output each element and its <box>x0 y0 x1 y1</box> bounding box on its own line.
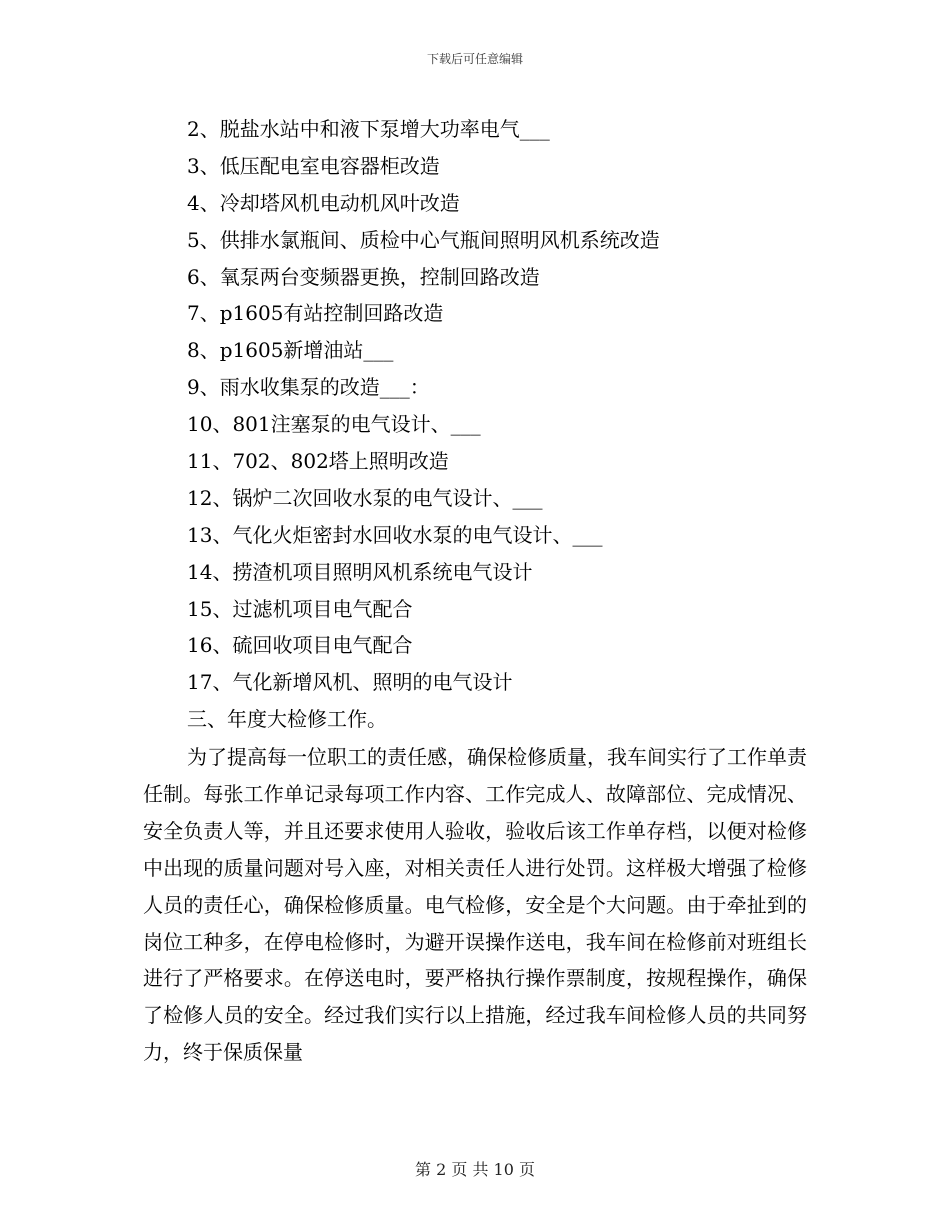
list-item: 6、氧泵两台变频器更换，控制回路改造 <box>187 264 540 289</box>
list-item: 13、气化火炬密封水回收水泵的电气设计、___ <box>187 522 603 547</box>
work-item-list <box>187 111 827 738</box>
list-item: 17、气化新增风机、照明的电气设计 <box>187 670 513 695</box>
list-item: 16、硫回收项目电气配合 <box>187 633 413 658</box>
list-item: 12、锅炉二次回收水泵的电气设计、___ <box>187 485 543 510</box>
list-item: 11、702、802塔上照明改造 <box>187 449 449 474</box>
list-item: 3、低压配电室电容器柜改造 <box>187 153 440 178</box>
body-paragraph: 为了提高每一位职工的责任感，确保检修质量，我车间实行了工作单责任制。每张工作单记录每项工作内容、工作完成人、故障部位、完成情况、安全负责人等，并且还要求使用人验收，验收后该工作单存档，以便对检修中出现的质量问题对号入座，对相关责任人进行处罚。这样极大增强了检修人员的责任心，确保检修质量。电气检修，安全是个大问题。由于牵扯到的岗位工种多，在停电检修时，为避开误操作送电，我车间在检修前对班组长进行了严格要求。在停送电时，要严格执行操作票制度，按规程操作，确保了检修人员的安全。经过我们实行以上措施，经过我车间检修人员的共同努力，终于保质保量 <box>143 745 807 1065</box>
page-header: 下载后可任意编辑 <box>426 52 523 66</box>
list-item: 14、捞渣机项目照明风机系统电气设计 <box>187 559 533 584</box>
list-item: 2、脱盐水站中和液下泵增大功率电气___ <box>187 117 550 141</box>
list-item: 7、p1605有站控制回路改造 <box>187 301 444 326</box>
list-item: 10、801注塞泵的电气设计、___ <box>187 412 481 437</box>
list-item: 9、雨水收集泵的改造___： <box>187 375 430 400</box>
list-item: 8、p1605新增油站___ <box>187 338 394 363</box>
list-item: 5、供排水氯瓶间、质检中心气瓶间照明风机系统改造 <box>187 227 660 252</box>
page-footer: 第 2 页 共 10 页 <box>415 1160 535 1179</box>
list-item: 4、冷却塔风机电动机风叶改造 <box>187 190 460 215</box>
list-item: 15、过滤机项目电气配合 <box>187 596 413 621</box>
section-heading: 三、年度大检修工作。 <box>187 707 387 732</box>
